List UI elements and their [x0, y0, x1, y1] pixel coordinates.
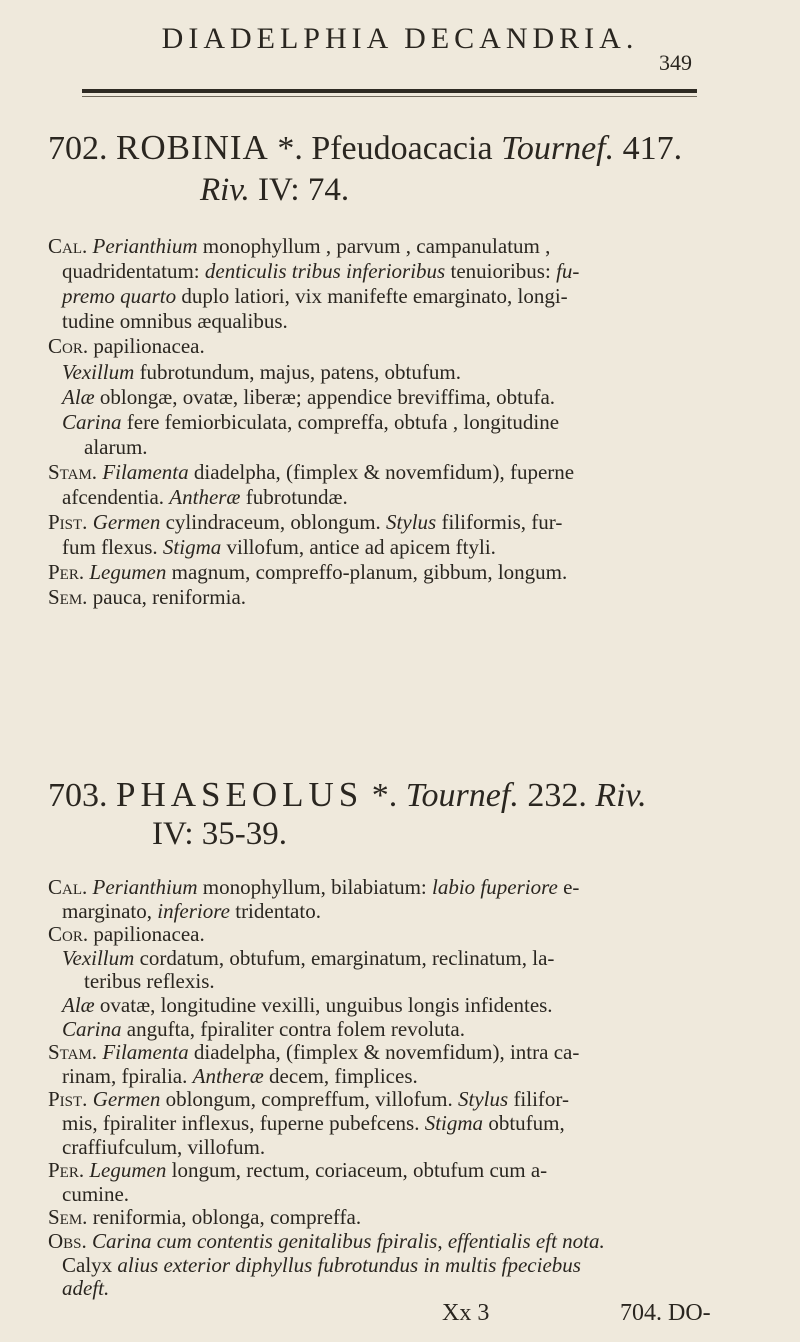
text-run: craffiufculum, villofum. — [62, 1134, 266, 1159]
running-head: DIADELPHIA DECANDRIA. — [161, 22, 639, 55]
text-line — [48, 560, 567, 584]
italic-term: denticulis tribus inferioribus — [204, 259, 446, 284]
italic-term: effentialis eft nota. — [447, 1229, 605, 1253]
text-run: longum, rectum, coriaceum, obtufum cum a- — [166, 1158, 548, 1183]
italic-term: alius exterior diphyllus fubrotundus in multis fpeciebus — [117, 1252, 581, 1277]
text-line — [48, 1205, 361, 1229]
text-line — [48, 334, 205, 358]
text-run: Calyx — [62, 1252, 118, 1277]
reference: 232. — [527, 777, 587, 814]
text-run: fubrotundum, majus, patens, obtufum. — [134, 359, 461, 384]
entry-number: 703. — [48, 777, 108, 814]
section-label: Stam. — [48, 1040, 103, 1065]
text-line — [48, 585, 246, 609]
text-line — [62, 1276, 109, 1300]
text-run: diadelpha, (fimplex & novemfidum), intra ca- — [188, 1040, 580, 1065]
text-run: angufta, fpiraliter contra folem revoluta. — [121, 1016, 465, 1041]
italic-term: Vexillum — [62, 945, 135, 970]
text-line — [62, 993, 553, 1017]
text-run: decem, fimplices. — [263, 1063, 418, 1088]
italic-term: Carina — [62, 409, 122, 434]
text-line — [48, 875, 579, 899]
italic-term: Stigma — [162, 535, 222, 560]
reference: IV: 35-39. — [152, 816, 288, 852]
text-run: papilionacea. — [93, 334, 205, 359]
text-run: fubrotundæ. — [240, 485, 348, 509]
italic-term: Stigma — [424, 1111, 484, 1135]
synonym: Pfeudoacacia — [311, 130, 493, 167]
text-line — [62, 1017, 465, 1041]
text-run: teribus reflexis. — [84, 969, 215, 994]
entry-subheading-phaseolus — [152, 816, 287, 853]
text-run: pauca, reniformia. — [92, 585, 247, 610]
italic-term: Carina — [62, 1016, 122, 1041]
italic-term: Stylus — [386, 510, 437, 535]
italic-term: Legumen — [89, 560, 167, 585]
text-line — [62, 1253, 581, 1277]
text-run: alarum. — [84, 434, 148, 459]
text-run: rinam, fpiralia. — [62, 1063, 193, 1088]
text-run: tenuioribus: — [445, 259, 557, 284]
section-label: Cor. — [48, 334, 94, 359]
italic-term: Filamenta — [102, 1040, 189, 1065]
text-line — [84, 969, 215, 993]
text-run: reniformia, oblonga, compreffa. — [92, 1205, 362, 1230]
italic-term: inferiore — [157, 898, 230, 923]
section-label: Obs. — [48, 1229, 93, 1253]
entry-heading-robinia — [48, 128, 682, 169]
text-line — [62, 410, 559, 434]
text-line — [62, 385, 555, 409]
text-run: quadridentatum: — [62, 259, 205, 284]
text-run: ovatæ, longitudine vexilli, unguibus longis infidentes. — [94, 993, 553, 1017]
text-run: marginato, — [62, 898, 158, 923]
text-line — [62, 535, 496, 559]
italic-term: Vexillum — [62, 359, 135, 384]
authority: Tournef. — [405, 777, 519, 814]
asterisk-mark: *. — [371, 777, 398, 814]
catchword: 704. DO- — [620, 1300, 711, 1326]
italic-term: Alæ — [62, 384, 95, 409]
text-run: filifor- — [508, 1087, 569, 1112]
text-run: duplo latiori, vix manifefte emarginato, longi- — [176, 284, 568, 309]
section-label: Pist. — [48, 510, 93, 535]
text-run: magnum, compreffo-planum, gibbum, longum. — [166, 560, 568, 585]
text-run: fum flexus. — [62, 535, 163, 560]
text-run: oblongæ, ovatæ, liberæ; appendice breviffima, obtufa. — [94, 384, 556, 409]
text-run: cylindraceum, oblongum. — [160, 510, 387, 535]
section-label: Sem. — [48, 585, 93, 610]
text-line — [62, 1064, 418, 1088]
section-label: Cor. — [48, 922, 94, 947]
italic-term: Legumen — [89, 1158, 167, 1183]
authority-2: Riv. — [595, 777, 647, 814]
italic-term: Antheræ — [192, 1063, 264, 1088]
text-run: monophyllum , parvum , campanulatum , — [197, 234, 551, 258]
text-run: tudine omnibus æqualibus. — [62, 309, 288, 334]
text-line — [62, 259, 579, 283]
text-line — [48, 460, 574, 484]
italic-term: premo quarto — [62, 284, 177, 309]
italic-term: Perianthium — [92, 875, 198, 899]
text-run: cumine. — [62, 1181, 130, 1206]
italic-term: Perianthium — [92, 234, 198, 258]
italic-term: adeft. — [62, 1276, 110, 1301]
asterisk-mark: *. — [277, 130, 303, 167]
italic-term: Antheræ — [169, 485, 241, 509]
text-run: e- — [557, 875, 580, 899]
section-label: Sem. — [48, 1205, 93, 1230]
section-label: Cal. — [48, 875, 93, 899]
text-line — [48, 234, 550, 258]
italic-term: Carina cum contentis genitalibus fpiralis — [92, 1229, 438, 1253]
header-rule-thin — [82, 96, 697, 97]
reference: 417. — [622, 130, 683, 167]
section-label: Cal. — [48, 234, 93, 258]
text-run: fere femiorbiculata, compreffa, obtufa , longitudine — [121, 409, 560, 434]
section-label: Pist. — [48, 1087, 93, 1112]
text-line — [62, 1182, 129, 1206]
text-line — [48, 1040, 579, 1064]
text-line — [62, 1135, 265, 1159]
italic-term: Filamenta — [102, 459, 189, 484]
entry-heading-phaseolus — [48, 775, 647, 816]
entry-number: 702. — [48, 130, 108, 167]
genus-name: ROBINIA — [116, 128, 269, 167]
text-run: diadelpha, (fimplex & novemfidum), fuperne — [188, 459, 575, 484]
text-run: oblongum, compreffum, villofum. — [160, 1087, 459, 1112]
text-line — [62, 1111, 565, 1135]
text-line — [62, 284, 568, 308]
text-run: monophyllum, bilabiatum: — [197, 875, 433, 899]
text-run: tridentato. — [229, 898, 321, 923]
italic-term: fu- — [556, 259, 580, 284]
text-line — [48, 1158, 547, 1182]
text-line — [48, 1229, 605, 1253]
text-run: villofum, antice ad apicem ftyli. — [221, 535, 496, 560]
authority: Tournef. — [501, 130, 615, 167]
section-label: Per. — [48, 1158, 90, 1183]
text-line — [62, 485, 348, 509]
text-line — [84, 435, 148, 459]
signature-mark: Xx 3 — [442, 1300, 490, 1326]
genus-name: PHASEOLUS — [116, 775, 364, 814]
text-line — [48, 1087, 569, 1111]
text-line — [62, 309, 288, 333]
text-line — [62, 946, 554, 970]
italic-term: labio fuperiore — [432, 875, 558, 899]
text-run: mis, fpiraliter inflexus, fuperne pubefcens. — [62, 1111, 425, 1135]
entry-subheading-robinia — [200, 172, 349, 209]
italic-term: Germen — [92, 1087, 161, 1112]
text-line — [48, 510, 562, 534]
header-rule — [82, 89, 697, 93]
section-label: Stam. — [48, 459, 103, 484]
text-run: papilionacea. — [93, 922, 205, 947]
reference: IV: 74. — [258, 172, 350, 208]
section-label: Per. — [48, 560, 90, 585]
text-run: obtufum, — [483, 1111, 565, 1135]
text-line — [62, 899, 321, 923]
text-run: , — [437, 1229, 448, 1253]
text-line — [48, 922, 205, 946]
text-run: filiformis, fur- — [436, 510, 563, 535]
text-run: afcendentia. — [62, 485, 170, 509]
authority: Riv. — [200, 172, 250, 208]
text-run: cordatum, obtufum, emarginatum, reclinatum, la- — [134, 945, 555, 970]
text-line — [62, 360, 461, 384]
italic-term: Stylus — [458, 1087, 509, 1112]
italic-term: Germen — [92, 510, 161, 535]
page-number: 349 — [659, 50, 692, 75]
italic-term: Alæ — [62, 993, 95, 1017]
